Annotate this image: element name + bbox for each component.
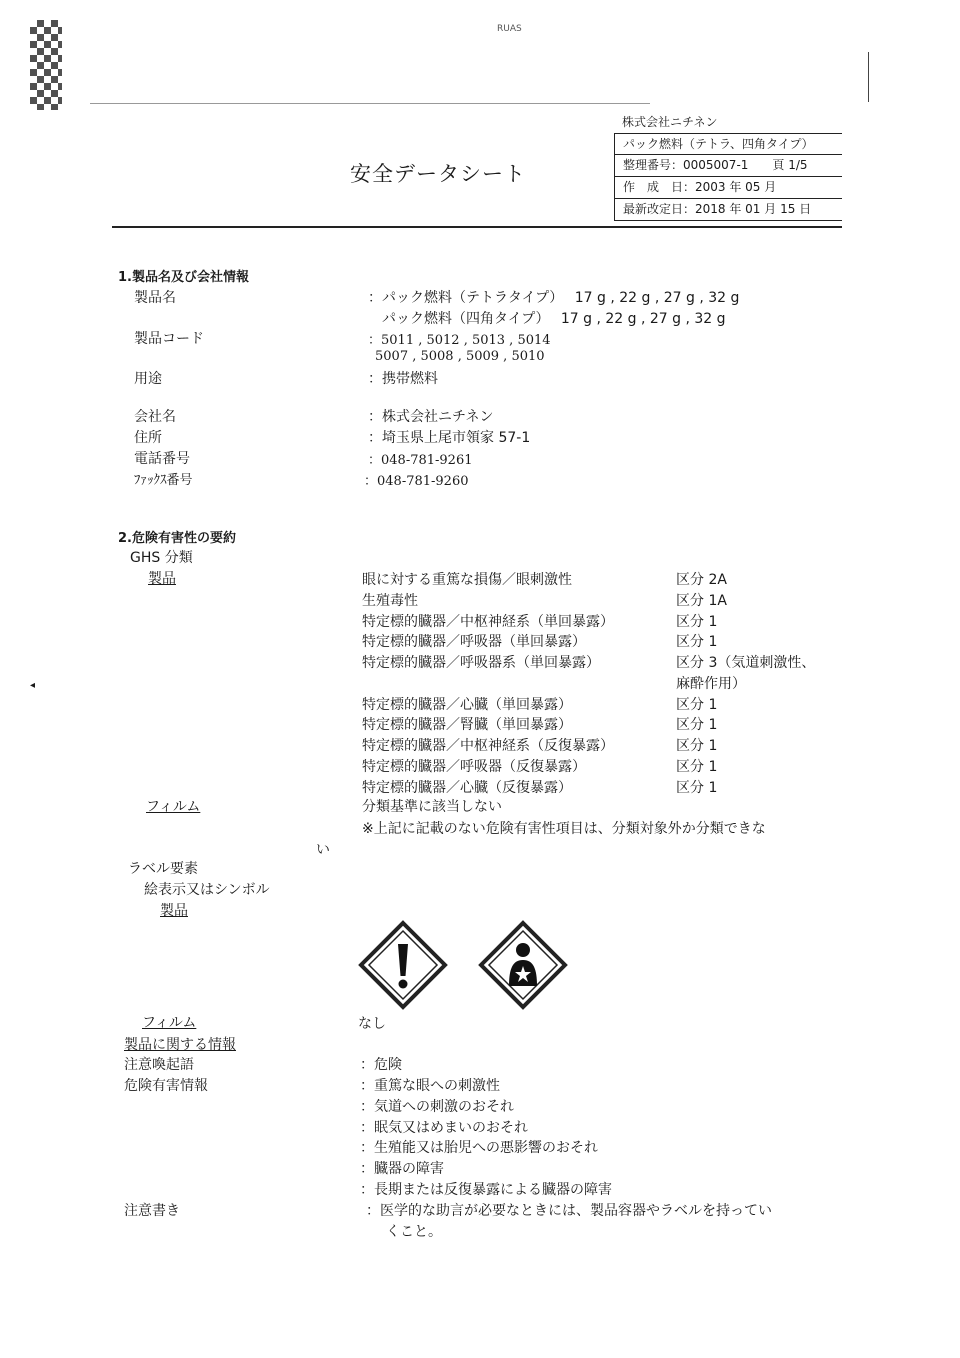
document-header-box — [614, 112, 842, 221]
classification-hazard: 眼に対する重篤な損傷／眼刺激性 — [362, 572, 572, 588]
scan-line — [868, 52, 869, 102]
label-elements-heading: ラベル要素 — [128, 861, 198, 877]
classification-hazard: 特定標的臓器／心臓（単回暴露） — [362, 697, 572, 713]
classification-hazard: 特定標的臓器／呼吸器（反復暴露） — [362, 759, 586, 775]
fax-stamp: RUAS — [497, 24, 522, 34]
classification-hazard: 特定標的臓器／中枢神経系（反復暴露） — [362, 738, 614, 754]
classification-category: 区分 1 — [676, 738, 718, 754]
classification-category: 区分 1 — [676, 634, 718, 650]
classification-category: 区分 1 — [676, 780, 718, 796]
precaution-value-cont: くこと。 — [386, 1224, 442, 1240]
health-hazard-icon — [478, 920, 568, 1010]
signal-word-label: 注意喚起語 — [124, 1057, 194, 1073]
classification-category: 区分 1 — [676, 614, 718, 630]
hazard-statement: ：重篤な眼への刺激性 — [360, 1078, 500, 1094]
hazard-statement: ：気道への刺激のおそれ — [360, 1099, 514, 1115]
classification-category: 区分 1A — [676, 593, 727, 609]
film-label: フィルム — [146, 799, 201, 815]
signal-word-value: ：危険 — [360, 1057, 402, 1073]
product-name-value-2: パック燃料（四角タイプ） 17 g , 22 g , 27 g , 32 g — [368, 311, 726, 327]
classification-note: ※上記に記載のない危険有害性項目は、分類対象外か分類できな — [362, 821, 766, 837]
classification-category: 区分 3（気道刺激性、 — [676, 655, 816, 671]
phone-value: ：048-781-9261 — [368, 453, 473, 468]
symbols-label: 絵表示又はシンボル — [144, 882, 270, 898]
ghs-label: GHS 分類 — [130, 550, 193, 566]
hazard-statement: ：長期または反復暴露による臓器の障害 — [360, 1182, 612, 1198]
phone-label: 電話番号 — [134, 451, 190, 467]
header-doc-number: 整理番号：0005007-1 頁 1/5 — [614, 155, 842, 177]
symbols-product-label: 製品 — [160, 903, 188, 919]
section1-heading: 1.製品名及び会社情報 — [118, 270, 249, 285]
hazard-statement: ：臓器の障害 — [360, 1161, 444, 1177]
classification-category: 麻酔作用） — [676, 676, 746, 692]
product-code-label: 製品コード — [134, 331, 204, 347]
classification-hazard: 特定標的臓器／呼吸器系（単回暴露） — [362, 655, 600, 671]
classification-hazard: 特定標的臓器／中枢神経系（単回暴露） — [362, 614, 614, 630]
hazard-statement: ：眠気又はめまいのおそれ — [360, 1120, 528, 1136]
address-value: ：埼玉県上尾市領家 57-1 — [368, 430, 531, 446]
classification-note-cont: い — [316, 842, 330, 858]
precaution-value: ：医学的な助言が必要なときには、製品容器やラベルを持ってい — [366, 1203, 772, 1219]
fax-label: ﾌｧｯｸｽ番号 — [134, 473, 193, 488]
exclamation-mark-icon — [358, 920, 448, 1010]
header-revised-date: 最新改定日：2018 年 01 月 15 日 — [614, 199, 842, 221]
header-created-date: 作 成 日：2003 年 05 月 — [614, 177, 842, 199]
classification-category: 区分 1 — [676, 759, 718, 775]
scan-margin-mark: ◂ — [30, 680, 36, 691]
scan-checker-mark — [30, 20, 62, 110]
scan-line — [90, 103, 650, 104]
film-symbol-value: なし — [358, 1016, 386, 1032]
classification-hazard: 特定標的臓器／心臓（反復暴露） — [362, 780, 572, 796]
classification-hazard: 特定標的臓器／呼吸器（単回暴露） — [362, 634, 586, 650]
classification-hazard: 生殖毒性 — [362, 593, 418, 609]
product-code-value-2: 5007 , 5008 , 5009 , 5010 — [375, 349, 545, 364]
company-name-label: 会社名 — [134, 409, 176, 425]
header-product-line: パック燃料（テトラ、四角タイプ） — [614, 134, 842, 155]
product-name-label: 製品名 — [134, 290, 176, 306]
product-code-value: ：5011 , 5012 , 5013 , 5014 — [368, 333, 551, 348]
title-divider — [112, 226, 842, 228]
product-name-value: ：パック燃料（テトラタイプ） 17 g , 22 g , 27 g , 32 g — [368, 290, 740, 306]
hazard-info-label: 危険有害情報 — [124, 1078, 208, 1094]
company-name-value: ：株式会社ニチネン — [368, 409, 494, 425]
classification-hazard: 特定標的臓器／腎臓（単回暴露） — [362, 717, 572, 733]
classification-category: 区分 1 — [676, 717, 718, 733]
ghs-product-label: 製品 — [148, 571, 176, 587]
film-label-2: フィルム — [142, 1015, 197, 1031]
fax-value: ：048-781-9260 — [364, 474, 469, 489]
hazard-statement: ：生殖能又は胎児への悪影響のおそれ — [360, 1140, 598, 1156]
classification-category: 区分 1 — [676, 697, 718, 713]
classification-category: 区分 2A — [676, 572, 727, 588]
page-title: 安全データシート — [350, 162, 526, 186]
address-label: 住所 — [134, 430, 162, 446]
header-company: 株式会社ニチネン — [614, 112, 842, 134]
usage-value: ：携帯燃料 — [368, 371, 438, 387]
section2-heading: 2.危険有害性の要約 — [118, 531, 236, 546]
usage-label: 用途 — [134, 371, 162, 387]
product-info-label: 製品に関する情報 — [124, 1037, 236, 1053]
film-value: 分類基準に該当しない — [362, 799, 502, 815]
precaution-label: 注意書き — [124, 1203, 180, 1219]
